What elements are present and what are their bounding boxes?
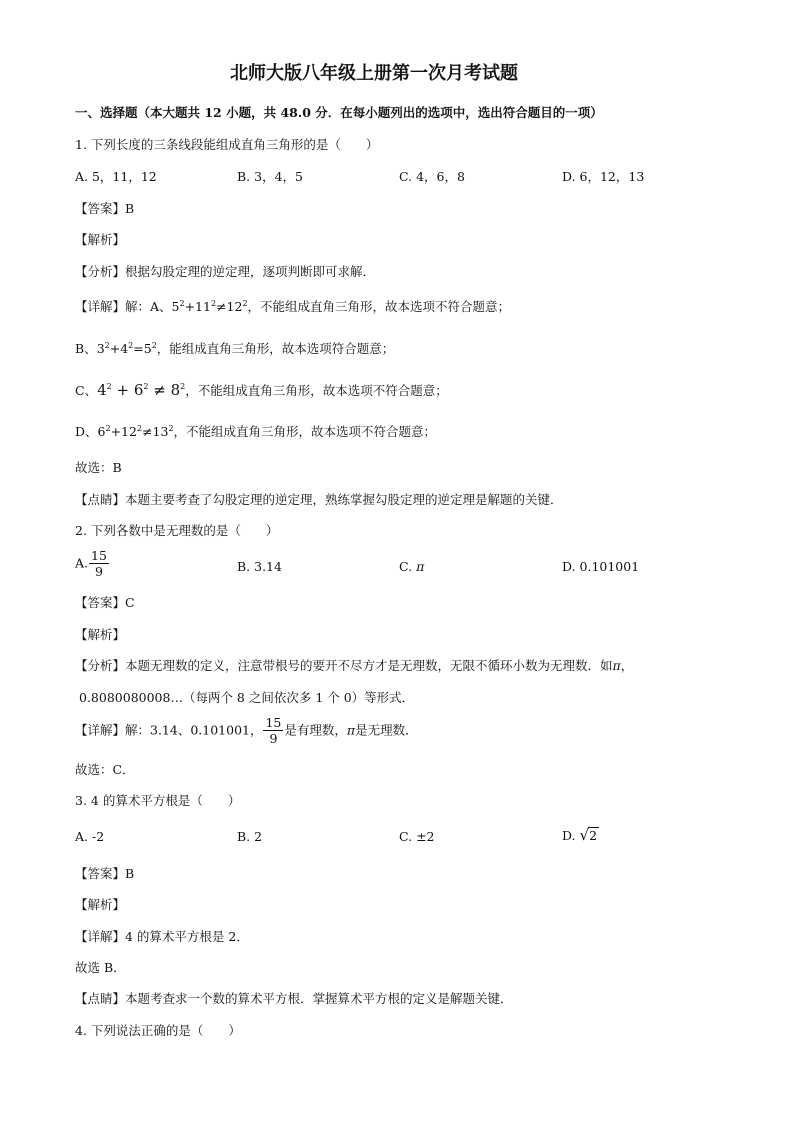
q1-jiexi-label: 【解析】 [75,232,126,247]
pi-symbol: π [416,559,425,574]
q1-detail-line-c: C、$4^2 + 6^2 \ne 8^2$，不能组成直角三角形，故本选项不符合题意； [75,381,448,399]
q2-answer: 【答案】C [75,595,135,610]
q2-detail: 【详解】解：3.14、0.101001， $\frac{15}{9}$ 是有理数，π是无理数． [75,715,418,746]
q2-option-a: A. $\frac{15}{9}$ [75,548,107,579]
equation-b: $3^2+4^2=5^2$ [96,340,157,356]
q3-option-a: A. -2 [75,829,105,844]
q3-detail: 【详解】4 的算术平方根是 2． [75,929,249,944]
q1-option-a: A. 5，11，12 [75,169,157,184]
q1-remark: 【点睛】本题主要考查了勾股定理的逆定理，熟练掌握勾股定理的逆定理是解题的关键． [75,492,563,507]
fraction-15-9-detail: $\frac{15}{9}$ [265,715,282,746]
q2-option-d: D. 0.101001 [562,559,640,574]
q3-stem: 3. 4 的算术平方根是（ ） [75,793,241,808]
q3-answer: 【答案】B [75,866,135,881]
q1-option-d: D. 6，12，13 [562,169,645,184]
sqrt-icon: √ [579,826,590,844]
equation-d: $6^2+12^2\ne 13^2$ [97,423,174,439]
q2-option-c: C. π [399,559,425,574]
q2-option-b: B. 3.14 [237,559,282,574]
q1-detail-line-b: B、$3^2+4^2=5^2$，能组成直角三角形，故本选项符合题意； [75,340,395,356]
q3-remark: 【点睛】本题考查求一个数的算术平方根．掌握算术平方根的定义是解题关键． [75,991,513,1006]
page-title: 北师大版八年级上册第一次月考试题 [230,63,518,84]
equation-c: $4^2 + 6^2 \ne 8^2$ [97,381,186,399]
q2-choose: 故选：C． [75,762,135,777]
q1-option-c: C. 4，6，8 [399,169,465,184]
q1-choose: 故选：B [75,460,122,475]
q3-option-d: D. √2 [562,826,598,844]
q2-stem: 2. 下列各数中是无理数的是（ ） [75,523,279,538]
q3-choose: 故选 B． [75,960,126,975]
q3-jiexi-label: 【解析】 [75,897,126,912]
q2-jiexi-label: 【解析】 [75,627,126,642]
q1-answer: 【答案】B [75,201,135,216]
q1-option-b: B. 3，4，5 [237,169,303,184]
q4-stem: 4. 下列说法正确的是（ ） [75,1023,241,1038]
q1-detail-line-a: 【详解】解：A、$5^2+11^2\ne 12^2$，不能组成直角三角形，故本选项不符合题意； [75,298,511,314]
fraction-15-9: $\frac{15}{9}$ [91,548,107,579]
q2-analysis-line1: 【分析】本题无理数的定义，注意带根号的要开不尽方才是无理数，无限不循环小数为无理数．如π， [75,658,634,673]
q1-stem: 1. 下列长度的三条线段能组成直角三角形的是（ ） [75,137,379,152]
q1-detail-prefix: 【详解】解：A、 [75,299,172,314]
q2-analysis-line2: 0.8080080008…（每两个 8 之间依次多 1 个 0）等形式． [79,690,415,705]
q3-option-c: C. ±2 [399,829,435,844]
equation-a: $5^2+11^2\ne 12^2$ [171,298,248,314]
q3-option-b: B. 2 [237,829,263,844]
section-heading: 一、选择题（本大题共 12 小题，共 48.0 分．在每小题列出的选项中，选出符合题目的一项） [75,105,603,120]
q1-analysis: 【分析】根据勾股定理的逆定理，逐项判断即可求解． [75,264,376,279]
q1-detail-line-d: D、$6^2+12^2\ne 13^2$，不能组成直角三角形，故本选项不符合题意； [75,423,437,439]
